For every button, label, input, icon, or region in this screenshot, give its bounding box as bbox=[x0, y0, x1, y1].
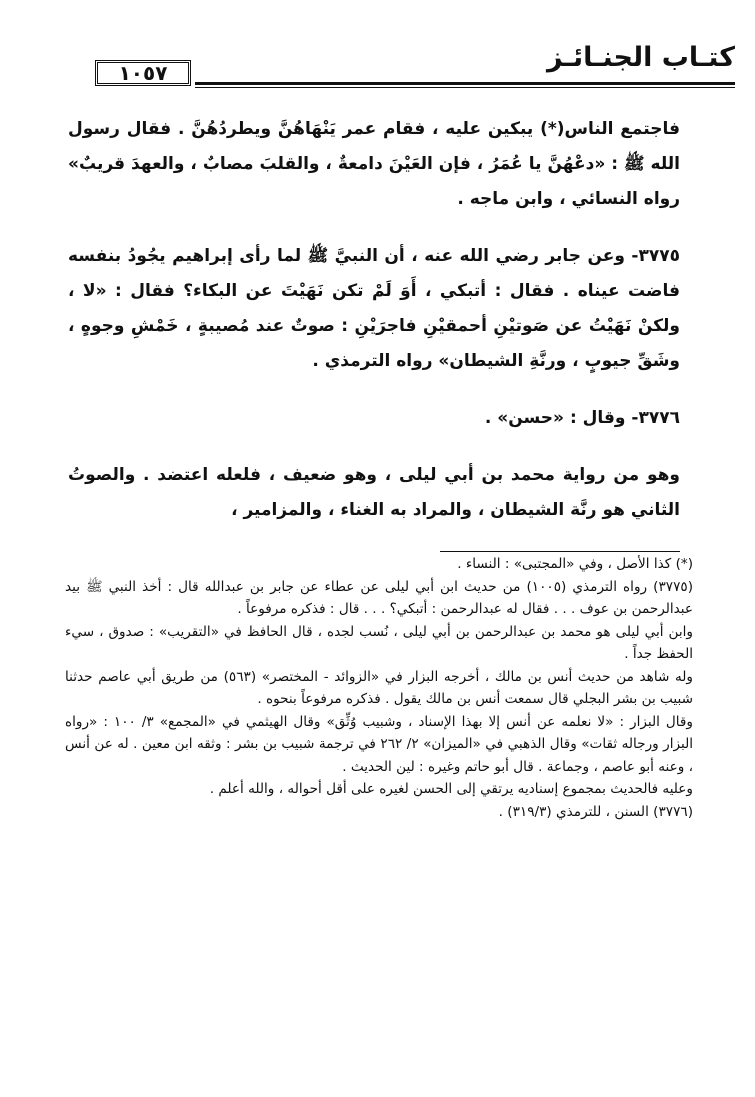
footnote-divider bbox=[440, 551, 680, 552]
page-number: ١٠٥٧ bbox=[95, 60, 191, 86]
hadith-3775: ٣٧٧٥- وعن جابر رضي الله عنه ، أن النبيَّ ﷺ لما رأى إبراهيم يجُودُ بنفسه فاضت عيناه . فقال : أتبكي ، أَوَ لَمْ تكن نَهَيْتَ عن البكاء؟ فقال : «لا ، ولكنْ نَهَيْتُ عن صَوتيْنِ أحمقيْنِ فاجرَيْنِ : صوتٌ عند مُصيبةٍ ، خَمْشِ وجوهٍ ، وشَقِّ جيوبٍ ، ورنَّةِ الشيطان» رواه الترمذي . bbox=[68, 246, 680, 371]
footnote-3776: (٣٧٧٦) السنن ، للترمذي (٣١٩/٣) . bbox=[498, 803, 693, 820]
chapter-title: كتـاب الجنـائـز bbox=[546, 42, 735, 73]
hadith-3776: ٣٧٧٦- وقال : «حسن» . bbox=[484, 408, 680, 428]
paragraph-continuation: فاجتمع الناس(*) يبكين عليه ، فقام عمر يَنْهَاهُنَّ ويطردُهُنَّ . فقال رسول الله ﷺ : «دعْهُنَّ يا عُمَرُ ، فإن العَيْنَ دامعةٌ ، والقلبَ مصابٌ ، والعهدَ قريبٌ» رواه النسائي ، وابن ماجه . bbox=[68, 119, 680, 209]
footnote-shahid: وله شاهد من حديث أنس بن مالك ، أخرجه البزار في «الزوائد - المختصر» (٥٦٣) من طريق أبي عاصم حدثنا شبيب بن بشر البجلي قال سمعت أنس بن مالك يقول . فذكره مرفوعاً بنحوه . bbox=[65, 668, 693, 707]
header-rule bbox=[195, 82, 735, 85]
footnote-asterisk: (*) كذا الأصل ، وفي «المجتبى» : النساء . bbox=[457, 556, 693, 572]
header-rule-thin bbox=[195, 87, 735, 88]
main-text bbox=[68, 112, 680, 528]
footnote-3775: (٣٧٧٥) رواه الترمذي (١٠٠٥) من حديث ابن أبي ليلى عن عطاء عن جابر بن عبدالله قال : أخذ النبي ﷺ بيد عبدالرحمن بن عوف . . . فقال له عبدالرحمن : أتبكي؟ . . . قال : فذكره مرفوعاً . bbox=[65, 578, 693, 617]
footnote-bazzar: وقال البزار : «لا نعلمه عن أنس إلا بهذا الإسناد ، وشبيب وُثِّق» وقال الهيثمي في «المجمع» ٣/ ١٠٠ : «رواه البزار ورجاله ثقات» وقال الذهبي في «الميزان» ٢/ ٢٦٢ في ترجمة شبيب بن بشر : وثقه ابن معين . له عن أنس ، وعنه أبو عاصم ، وجماعة . قال أبو حاتم وغيره : لين الحديث . bbox=[65, 713, 694, 775]
footnote-conclusion: وعليه فالحديث بمجموع إسناديه يرتقي إلى الحسن لغيره على أقل أحواله ، والله أعلم . bbox=[209, 781, 693, 797]
commentary-paragraph: وهو من رواية محمد بن أبي ليلى ، وهو ضعيف ، فلعله اعتضد . والصوتُ الثاني هو رنَّة الشيطان ، والمراد به الغناء ، والمزامير ، bbox=[68, 465, 680, 520]
footnotes bbox=[65, 553, 693, 823]
page-header bbox=[95, 42, 735, 90]
footnote-ibn-abi-layla: وابن أبي ليلى هو محمد بن عبدالرحمن بن أبي ليلى ، نُسب لجده ، قال الحافظ في «التقريب» : صدوق ، سيء الحفظ جداً . bbox=[65, 623, 693, 662]
